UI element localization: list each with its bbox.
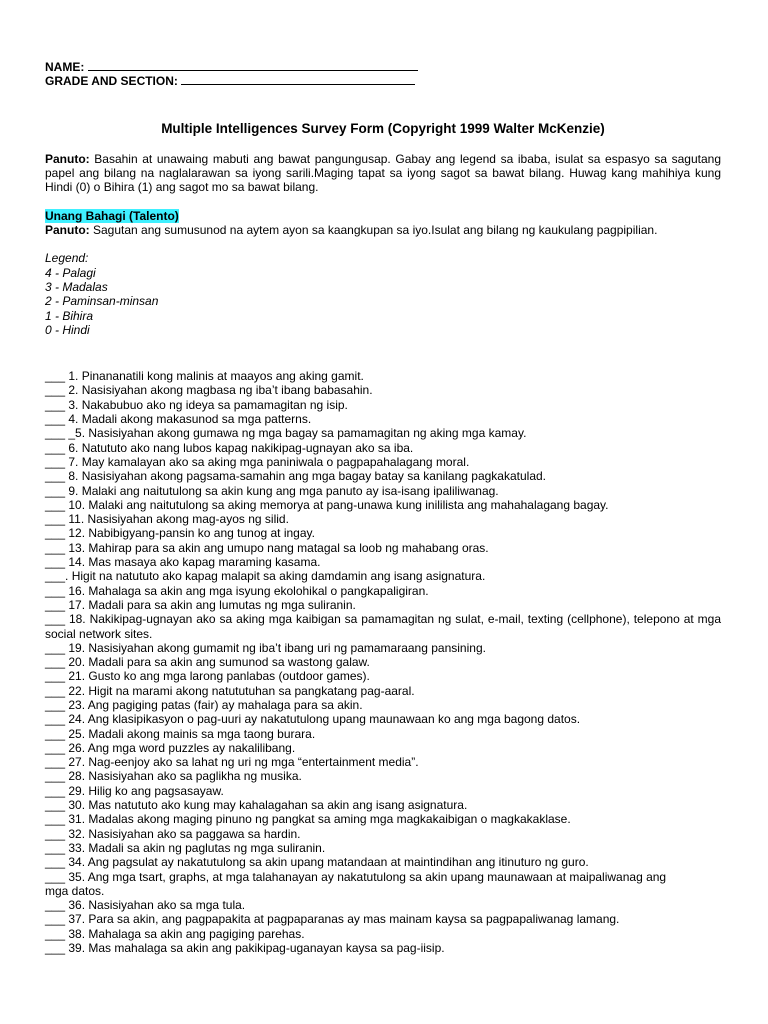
survey-item[interactable]: ___ 10. Malaki ang naitutulong sa aking memorya at pang-unawa kung inililista ang mahahalagang bagay.	[45, 497, 609, 512]
survey-items	[45, 369, 721, 955]
survey-item[interactable]: ___ 14. Mas masaya ako kapag maraming kasama.	[45, 555, 321, 570]
survey-item[interactable]: ___ 1. Pinananatili kong malinis at maayos ang aking gamit.	[45, 369, 364, 384]
survey-item[interactable]: ___ 27. Nag-eenjoy ako sa lahat ng uri ng mga “entertainment media”.	[45, 755, 419, 770]
survey-item[interactable]: ___ 33. Madali sa akin ng paglutas ng mga suliranin.	[45, 840, 326, 855]
survey-item[interactable]: ___ 22. Higit na marami akong natututuhan sa pangkatang pag-aaral.	[45, 683, 415, 698]
document-body	[45, 60, 721, 955]
page-title: Multiple Intelligences Survey Form (Copyright 1999 Walter McKenzie)	[161, 120, 605, 136]
survey-item[interactable]: ___ 7. May kamalayan ako sa aking mga paniniwala o pagpapahalagang moral.	[45, 454, 470, 469]
survey-item[interactable]: ___ 2. Nasisiyahan akong magbasa ng iba’t ibang babasahin.	[45, 383, 373, 398]
survey-item[interactable]: ___ 16. Mahalaga sa akin ang mga isyung ekolohikal o pangkapaligiran.	[45, 583, 429, 598]
survey-item[interactable]: ___ 38. Mahalaga sa akin ang pagiging parehas.	[45, 926, 305, 941]
section-heading: Unang Bahagi (Talento)	[45, 208, 179, 223]
survey-item[interactable]: ___ 29. Hilig ko ang pagsasayaw.	[45, 783, 224, 798]
survey-item[interactable]: ___ 4. Madali akong makasunod sa mga patterns.	[45, 412, 312, 427]
section-block	[45, 209, 721, 238]
section-text: Sagutan ang sumusunod na aytem ayon sa kaangkupan sa iyo.Isulat ang bilang ng kaukulang pagpipilian.	[89, 223, 658, 238]
survey-item[interactable]: ___ 13. Mahirap para sa akin ang umupo nang matagal sa loob ng mahabang oras.	[45, 540, 489, 555]
survey-item[interactable]: ___ 36. Nasisiyahan ako sa mga tula.	[45, 898, 246, 913]
survey-item[interactable]: ___. Higit na natututo ako kapag malapit sa aking damdamin ang isang asignatura.	[45, 569, 486, 584]
survey-item[interactable]: ___ 18. Nakikipag-ugnayan ako sa aking mga kaibigan sa pamamagitan ng sulat, e-mail, texting (cellphone), telepono at mga social network sites.	[45, 612, 721, 641]
grade-line	[45, 74, 721, 88]
grade-label: GRADE AND SECTION:	[45, 74, 182, 89]
legend-entry: 4 - Palagi	[45, 265, 96, 280]
survey-item[interactable]: ___ 26. Ang mga word puzzles ay nakalilibang.	[45, 740, 296, 755]
survey-item[interactable]: ___ 3. Nakabubuo ako ng ideya sa pamamagitan ng isip.	[45, 397, 348, 412]
name-label: NAME:	[45, 60, 88, 74]
section-label: Panuto:	[45, 223, 90, 238]
survey-item[interactable]: ___ 39. Mas mahalaga sa akin ang pakikipag-uganayan kaysa sa pag-iisip.	[45, 941, 445, 956]
survey-item[interactable]: ___ _5. Nasisiyahan akong gumawa ng mga bagay sa pamamagitan ng aking mga kamay.	[45, 426, 527, 441]
survey-item[interactable]: ___ 24. Ang klasipikasyon o pag-uuri ay nakatutulong upang maunawaan ko ang mga bagong datos.	[45, 712, 581, 727]
survey-item[interactable]: ___ 35. Ang mga tsart, graphs, at mga talahanayan ay nakatutulong sa akin upang maunawaan at maipaliwanag ang	[45, 869, 667, 884]
legend-entry: 0 - Hindi	[45, 322, 90, 337]
survey-item[interactable]: ___ 9. Malaki ang naitutulong sa akin kung ang mga panuto ay isa-isang ipaliliwanag.	[45, 483, 499, 498]
survey-item[interactable]: ___ 28. Nasisiyahan ako sa paglikha ng musika.	[45, 769, 302, 784]
survey-item-continuation: mga datos.	[45, 883, 105, 898]
survey-item[interactable]: ___ 30. Mas natututo ako kung may kahalagahan sa akin ang isang asignatura.	[45, 798, 468, 813]
survey-item[interactable]: ___ 31. Madalas akong maging pinuno ng pangkat sa aming mga magkakaibigan o magkakaklase.	[45, 812, 571, 827]
legend-entry: 1 - Bihira	[45, 308, 94, 323]
survey-item[interactable]: ___ 23. Ang pagiging patas (fair) ay mahalaga para sa akin.	[45, 697, 363, 712]
survey-item[interactable]: ___ 25. Madali akong mainis sa mga taong burara.	[45, 726, 316, 741]
survey-item[interactable]: ___ 32. Nasisiyahan ako sa paggawa sa hardin.	[45, 826, 301, 841]
legend-entry: 3 - Madalas	[45, 279, 108, 294]
survey-item[interactable]: ___ 19. Nasisiyahan akong gumamit ng iba’t ibang uri ng pamamaraang pansining.	[45, 640, 486, 655]
survey-item[interactable]: ___ 8. Nasisiyahan akong pagsama-samahin ang mga bagay batay sa kanilang pagkakatulad.	[45, 469, 546, 484]
survey-item[interactable]: ___ 34. Ang pagsulat ay nakatutulong sa akin upang matandaan at maintindihan ang itinuturo ng guro.	[45, 855, 589, 870]
intro-paragraph	[45, 152, 721, 195]
name-line	[45, 60, 721, 74]
survey-item[interactable]: ___ 12. Nabibigyang-pansin ko ang tunog at ingay.	[45, 526, 315, 541]
legend-entry: 2 - Paminsan-minsan	[45, 294, 159, 309]
section-instructions	[45, 223, 721, 237]
survey-item[interactable]: ___ 20. Madali para sa akin ang sumunod sa wastong galaw.	[45, 655, 370, 670]
survey-item[interactable]: ___ 21. Gusto ko ang mga larong panlabas (outdoor games).	[45, 669, 370, 684]
survey-item[interactable]: ___ 11. Nasisiyahan akong mag-ayos ng silid.	[45, 512, 289, 527]
intro-label: Panuto:	[45, 151, 90, 166]
legend	[45, 251, 721, 337]
survey-item[interactable]: ___ 6. Natututo ako nang lubos kapag nakikipag-ugnayan ako sa iba.	[45, 440, 414, 455]
grade-blank[interactable]	[181, 74, 415, 85]
intro-text: Basahin at unawaing mabuti ang bawat pangungusap. Gabay ang legend sa ibaba, isulat sa espasyo sa sagutang papel ang bilang na naglalarawan sa iyong sarili.Maging tapat sa iyong sagot sa bawat bilang. Huwag kang mahihiya kung Hindi (0) o Bihira (1) ang sagot mo sa bawat bilang.	[45, 151, 721, 195]
name-blank[interactable]	[88, 60, 418, 71]
legend-title: Legend:	[45, 251, 89, 266]
survey-item[interactable]: ___ 17. Madali para sa akin ang lumutas ng mga suliranin.	[45, 597, 356, 612]
survey-item[interactable]: ___ 37. Para sa akin, ang pagpapakita at pagpaparanas ay mas mainam kaysa sa pagpapaliwanag lamang.	[45, 912, 620, 927]
